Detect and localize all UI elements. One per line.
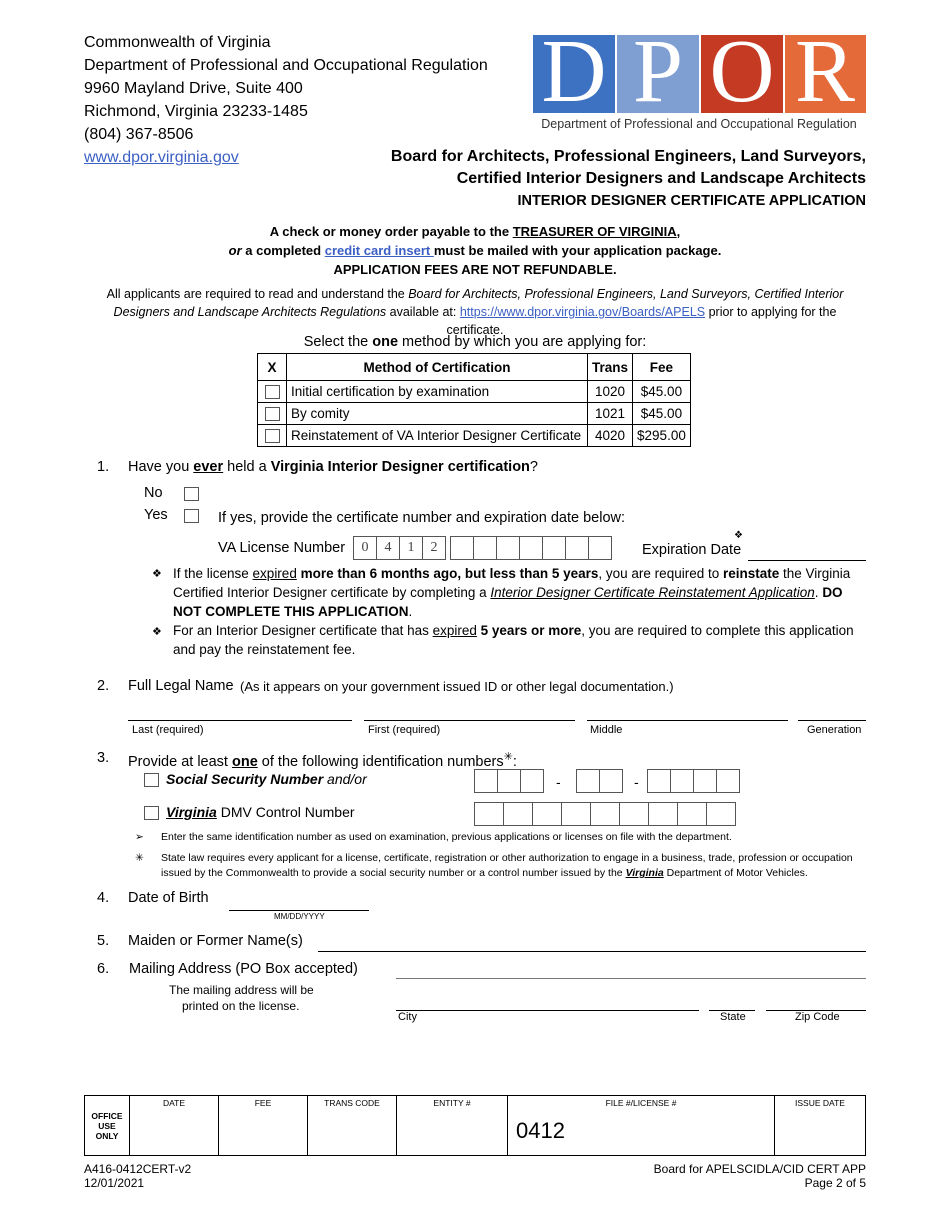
fee: $45.00	[633, 403, 691, 425]
license-digit[interactable]: 0	[353, 536, 377, 560]
generation-caption: Generation	[807, 724, 862, 736]
fee: $295.00	[633, 425, 691, 447]
maiden-name-label: Maiden or Former Name(s)	[128, 933, 303, 949]
note-bold: more than 6 months ago, but less than 5 years	[296, 566, 599, 581]
ssn-checkbox[interactable]	[144, 773, 159, 787]
ssn-digit[interactable]	[474, 769, 498, 793]
ssn-input[interactable]	[475, 769, 544, 793]
dob-label: Date of Birth	[128, 890, 209, 906]
note-expired: expired	[432, 623, 477, 638]
dmv-text: DMV Control Number	[216, 804, 355, 820]
table-row	[258, 403, 691, 425]
method-name: Initial certification by examination	[287, 381, 588, 403]
q2-number: 2.	[97, 678, 110, 694]
logo-letter-d: D	[541, 35, 607, 121]
ssn-dash: -	[634, 774, 639, 790]
note-bold: 5 years or more	[476, 623, 582, 638]
q4-number: 4.	[97, 890, 110, 906]
dpor-logo	[533, 35, 866, 131]
office-label-line: OFFICE	[91, 1110, 123, 1121]
last-name-input[interactable]	[128, 704, 352, 721]
board-line-2: Certified Interior Designers and Landscape Architects	[456, 170, 866, 187]
payment-text: A check or money order payable to the	[269, 224, 513, 239]
no-label: No	[144, 485, 163, 501]
license-number-label: VA License Number	[218, 540, 346, 556]
law-text: Department of Motor Vehicles.	[663, 867, 808, 879]
req-text: prior to applying for the certificate.	[446, 305, 837, 337]
or-text: or	[228, 243, 242, 258]
state-caption: State	[720, 1011, 746, 1023]
license-digit[interactable]: 4	[376, 536, 400, 560]
ssn-digit[interactable]	[670, 769, 694, 793]
diamond-icon: ❖	[734, 530, 743, 541]
table-row	[258, 381, 691, 403]
header-x: X	[258, 354, 287, 381]
asterisk-icon: ✳	[503, 751, 513, 763]
ssn-text: Social Security Number	[166, 771, 324, 787]
office-header: TRANS CODE	[324, 1098, 380, 1108]
address-line: Commonwealth of Virginia	[84, 34, 271, 51]
ssn-digit[interactable]	[716, 769, 740, 793]
ssn-andor: and/or	[323, 771, 367, 787]
zip-caption: Zip Code	[795, 1011, 840, 1023]
generation-input[interactable]	[798, 704, 866, 721]
address-line: Richmond, Virginia 23233-1485	[84, 103, 308, 120]
dmv-digit[interactable]	[648, 802, 678, 826]
diamond-bullet-icon: ❖	[152, 626, 162, 638]
dob-input[interactable]	[229, 894, 369, 911]
office-file-cell	[508, 1096, 775, 1156]
ssn-digit[interactable]	[647, 769, 671, 793]
license-digit[interactable]: 2	[422, 536, 446, 560]
ssn-input[interactable]	[577, 769, 623, 793]
dmv-digit[interactable]	[474, 802, 504, 826]
ssn-input[interactable]	[648, 769, 740, 793]
trans-code: 1020	[588, 381, 633, 403]
q1-ever: ever	[193, 459, 224, 475]
payment-text: a completed	[241, 243, 325, 258]
ssn-digit[interactable]	[520, 769, 544, 793]
license-digit[interactable]	[496, 536, 520, 560]
method-name: Reinstatement of VA Interior Designer Certificate	[287, 425, 588, 447]
middle-name-caption: Middle	[590, 724, 623, 736]
table-row	[85, 1096, 866, 1156]
fee: $45.00	[633, 381, 691, 403]
logo-letter-o: O	[709, 35, 775, 121]
state-law-note	[161, 851, 867, 881]
license-digit[interactable]	[542, 536, 566, 560]
form-date: 12/01/2021	[84, 1176, 145, 1190]
payment-text: ,	[676, 224, 681, 239]
q3-text: :	[512, 753, 517, 770]
file-license-value: 0412	[516, 1118, 565, 1143]
ssn-digit[interactable]	[576, 769, 600, 793]
dmv-digit[interactable]	[677, 802, 707, 826]
office-fee-cell	[219, 1096, 308, 1156]
office-label-line: USE	[98, 1120, 116, 1131]
city-input[interactable]	[396, 994, 699, 1011]
prompt-one: one	[372, 334, 399, 350]
office-header: FILE #/LICENSE #	[605, 1098, 677, 1108]
mailing-address-label: Mailing Address (PO Box accepted)	[129, 961, 358, 977]
law-virginia: Virginia	[625, 867, 664, 879]
credit-card-insert-link[interactable]: credit card insert	[324, 243, 434, 258]
q3-text: of the following identification numbers	[257, 753, 504, 770]
diamond-bullet-icon: ❖	[152, 568, 162, 580]
city-caption: City	[398, 1011, 417, 1023]
req-text: All applicants are required to read and understand the	[106, 287, 409, 301]
certification-method-table	[257, 353, 691, 447]
license-digit[interactable]	[588, 536, 612, 560]
payment-instructions	[0, 222, 950, 279]
license-digit[interactable]	[473, 536, 497, 560]
state-input[interactable]	[709, 994, 755, 1011]
method-checkbox-reinstatement[interactable]	[265, 429, 280, 443]
first-name-caption: First (required)	[368, 724, 441, 736]
dmv-virginia: Virginia	[166, 804, 217, 820]
office-issue-date-cell	[775, 1096, 866, 1156]
if-yes-text: If yes, provide the certificate number and expiration date below:	[218, 510, 626, 526]
header-method: Method of Certification	[287, 354, 588, 381]
first-name-input[interactable]	[364, 704, 575, 721]
q6-number: 6.	[97, 961, 110, 977]
q1-text: ?	[529, 459, 538, 475]
method-name: By comity	[287, 403, 588, 425]
office-trans-cell	[308, 1096, 397, 1156]
note-reinstate: reinstate	[722, 566, 780, 581]
note-text: If the license	[173, 566, 253, 581]
asterisk-icon: ✳	[135, 852, 144, 864]
address-street-input[interactable]	[396, 962, 866, 979]
license-number-input[interactable]	[354, 536, 612, 560]
requirements-note	[84, 285, 866, 339]
q3-text: Provide at least	[128, 753, 232, 770]
license-digit[interactable]: 1	[399, 536, 423, 560]
middle-name-input[interactable]	[587, 704, 788, 721]
logo-caption: Department of Professional and Occupational Regulation	[541, 117, 857, 131]
office-date-cell	[130, 1096, 219, 1156]
dmv-digit[interactable]	[503, 802, 533, 826]
office-header: DATE	[162, 1098, 186, 1108]
payment-text: must be mailed with your application package.	[433, 243, 722, 258]
form-title: INTERIOR DESIGNER CERTIFICATE APPLICATION	[517, 193, 866, 209]
apels-link[interactable]: https://www.dpor.virginia.gov/Boards/APELS	[459, 305, 706, 319]
fees-not-refundable: APPLICATION FEES ARE NOT REFUNDABLE.	[333, 262, 617, 277]
board-title	[391, 146, 866, 212]
dmv-digit[interactable]	[590, 802, 620, 826]
license-digit[interactable]	[519, 536, 543, 560]
dmv-input[interactable]	[475, 802, 736, 826]
method-checkbox-exam[interactable]	[265, 385, 280, 399]
reinstate-note	[173, 564, 867, 621]
logo-letter-r: R	[794, 35, 856, 121]
mailing-note-2: printed on the license.	[182, 999, 300, 1013]
yes-checkbox[interactable]	[184, 509, 199, 523]
law-text: State law requires every applicant for a license, certificate, registration or other authorization to engage in a business, trade, profession or occupation issued by the Commonwealth to provide a social security number or a control number issued by the	[161, 852, 853, 879]
q1-question	[128, 459, 538, 475]
q3-one: one	[231, 753, 258, 770]
header-fee: Fee	[633, 354, 691, 381]
office-header: ISSUE DATE	[795, 1098, 845, 1108]
yes-label: Yes	[144, 507, 168, 523]
header-trans: Trans	[588, 354, 633, 381]
note-text: , you are required to complete this application and pay the reinstatement fee.	[173, 623, 854, 657]
dmv-digit[interactable]	[532, 802, 562, 826]
office-header: ENTITY #	[433, 1098, 471, 1108]
note-text: , you are required to	[598, 566, 723, 581]
license-digit[interactable]	[565, 536, 589, 560]
note-text: For an Interior Designer certificate that has	[173, 623, 433, 638]
method-prompt	[0, 334, 950, 350]
table-header-row	[258, 354, 691, 381]
form-board-code: Board for APELSCIDLA/CID CERT APP	[653, 1162, 866, 1176]
ssn-digit[interactable]	[497, 769, 521, 793]
form-code: A416-0412CERT-v2	[84, 1162, 192, 1176]
req-text: available at:	[386, 305, 460, 319]
q1-text: Have you	[128, 459, 194, 475]
website-link[interactable]: www.dpor.virginia.gov	[84, 149, 239, 166]
address-line: Department of Professional and Occupational Regulation	[84, 57, 488, 74]
ssn-label	[166, 771, 367, 787]
office-use-table	[84, 1095, 866, 1156]
table-row	[258, 425, 691, 447]
reinstatement-form-name: Interior Designer Certificate Reinstatement Application	[490, 585, 815, 600]
mailing-note-1: The mailing address will be	[169, 983, 314, 997]
maiden-name-input[interactable]	[318, 935, 866, 952]
office-entity-cell	[397, 1096, 508, 1156]
q3-number: 3.	[97, 750, 110, 766]
no-checkbox[interactable]	[184, 487, 199, 501]
logo-letter-p: P	[632, 35, 684, 121]
note-expired: expired	[252, 566, 297, 581]
regulations-title: Board for Architects, Professional Engineers, Land Surveyors, Certified Interior Designers and Landscape Architects Regulations	[113, 287, 844, 319]
dmv-digit[interactable]	[561, 802, 591, 826]
expiration-date-label: Expiration Date	[642, 542, 742, 558]
trans-code: 1021	[588, 403, 633, 425]
office-use-label	[85, 1096, 130, 1156]
dmv-label	[166, 804, 355, 820]
page-number: Page 2 of 5	[804, 1176, 866, 1190]
note-text: .	[814, 585, 823, 600]
prompt-text: Select the	[303, 334, 373, 350]
ssn-digit[interactable]	[693, 769, 717, 793]
trans-code: 4020	[588, 425, 633, 447]
dob-format: MM/DD/YYYY	[274, 912, 325, 921]
five-years-note	[173, 621, 867, 659]
office-label-line: ONLY	[95, 1130, 119, 1141]
method-checkbox-comity[interactable]	[265, 407, 280, 421]
footer-right	[654, 1162, 866, 1190]
ssn-dash: -	[556, 774, 561, 790]
address-line: 9960 Mayland Drive, Suite 400	[84, 80, 303, 97]
note-text: the Virginia Certified Interior Designer certificate by completing a	[173, 566, 851, 600]
q2-note: (As it appears on your government issued ID or other legal documentation.)	[240, 679, 674, 694]
expiration-date-input[interactable]	[748, 544, 866, 561]
zip-input[interactable]	[766, 994, 866, 1011]
prompt-text: method by which you are applying for:	[398, 334, 647, 350]
footer-left	[84, 1162, 191, 1190]
dmv-digit[interactable]	[706, 802, 736, 826]
last-name-caption: Last (required)	[132, 724, 204, 736]
address-line: (804) 367-8506	[84, 126, 194, 143]
license-digit[interactable]	[450, 536, 474, 560]
q1-number: 1.	[97, 459, 110, 475]
do-not-complete: DO NOT COMPLETE THIS APPLICATION	[173, 585, 843, 619]
same-id-note: Enter the same identification number as used on examination, previous applications or licenses on file with the department.	[161, 831, 732, 843]
q1-bold: Virginia Interior Designer certification	[270, 459, 530, 475]
q5-number: 5.	[97, 933, 110, 949]
q1-text: held a	[223, 459, 271, 475]
treasurer-text: TREASURER OF VIRGINIA	[512, 224, 677, 239]
dmv-digit[interactable]	[619, 802, 649, 826]
arrow-icon: ➢	[135, 831, 144, 843]
q3-question	[128, 750, 517, 770]
q2-label: Full Legal Name	[128, 678, 234, 694]
ssn-digit[interactable]	[599, 769, 623, 793]
board-line-1: Board for Architects, Professional Engineers, Land Surveyors,	[390, 148, 866, 165]
note-text: .	[408, 604, 413, 619]
office-header: FEE	[254, 1098, 272, 1108]
dmv-checkbox[interactable]	[144, 806, 159, 820]
